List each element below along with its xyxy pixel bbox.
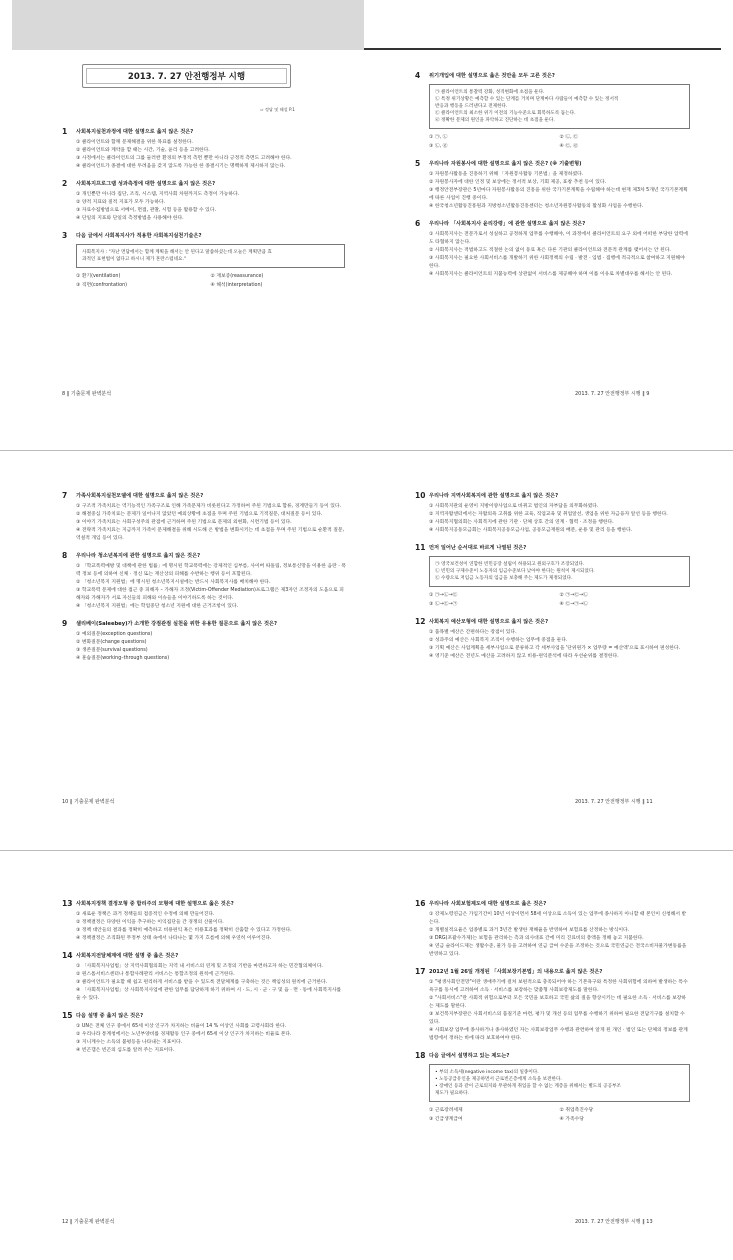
page1-right-column <box>415 72 690 288</box>
answer-option: ② 양적 지표와 질적 지표가 모두 가능하다. <box>76 200 166 205</box>
page-divider <box>0 450 733 451</box>
question-text: 다음 글에서 사회복지사가 적용한 사회복지실천기술은? <box>76 233 202 239</box>
page-spread-3 <box>0 896 733 1260</box>
passage-line: ㉠ 영국보건성이 연합한 빈민공장 설립이 허용되고 원외구호가 조장되었다. <box>435 562 585 567</box>
question-text: 사회복지정책 결정모형 중 합리주의 모형에 대한 설명으로 옳은 것은? <box>76 901 234 907</box>
answer-note: ⇨ 정답 및 해설 P.1 <box>260 107 295 112</box>
answer-option: ④ 전략적 가족치료는 지금까지 가족이 문제해결을 위해 시도해 온 방법을 변화시키는 데 초점을 두며 주된 기법으로 순환적 질문, 역설적 개입 등이 있다. <box>76 528 345 541</box>
question-item <box>62 1012 347 1055</box>
passage-line: • 장애인 등과 같이 근로의지와 무관하게 취업을 할 수 없는 계층을 위해서는 별도의 공공부조 <box>435 1084 621 1089</box>
question-number: 15 <box>62 1011 73 1020</box>
passage-line: ㉡ 특정 위기상황은 예측할 수 있는 단계를 거치며 단계마다 사람들이 예측할 수 있는 정서적 <box>435 97 619 102</box>
question-text: 위기개입에 대한 설명으로 옳은 것만을 모두 고른 것은? <box>429 73 555 79</box>
question-text: 사회복지프로그램 성과측정에 대한 설명으로 옳지 않은 것은? <box>76 181 216 187</box>
footer-left: 10 ‖ 기출문제 완벽분석 <box>62 799 115 805</box>
answer-option: ① 클라이언트와 함께 문제해결을 위한 목표를 설정한다. <box>76 140 193 145</box>
answer-option: ④ 한국청소년활동진흥원과 지방청소년활동진흥센터는 청소년자원봉사활동의 활성화 사업을 수행한다. <box>429 204 644 209</box>
passage-line: ㉣ 정확한 문제의 원인을 파악하고 진단하는 데 초점을 둔다. <box>435 118 555 123</box>
question-item <box>62 900 347 943</box>
passage-line: 제도가 필요하다. <box>435 1091 469 1096</box>
answer-option: ③ 자료수집방법으로 서베이, 면접, 관찰, 시험 등을 활용할 수 있다. <box>76 208 216 213</box>
answer-option: ③ 사회복지협의회는 사회복지에 관한 기관 · 단체 상호 간의 연계 · 협력 · 조정을 행한다. <box>429 520 614 525</box>
answer-options <box>429 591 690 609</box>
answer-option: ③ 보건복지부장관은 사회서비스의 품질기준 마련, 평가 및 개선 등의 업무를 수행하기 위하여 필요한 전담기구를 설치할 수 있다. <box>429 1012 685 1025</box>
answer-option: ③ ㉡, ㉣ <box>429 144 448 149</box>
answer-option: ② 「청소년복지 지원법」에 명시된 청소년복지시설에는 반드시 사회복지사를 배치해야 한다. <box>76 580 271 585</box>
answer-option: ① "평생사회안전망"이란 생애주기에 걸쳐 보편적으로 충족되어야 하는 기본욕구와 특정한 사회위험에 의하여 발생하는 특수욕구를 동시에 고려하여 소득 · 서비스를 보장하는 맞춤형 사회보장제도를 말한다. <box>429 980 688 993</box>
answer-option: ② 취업촉진수당 <box>559 1108 594 1113</box>
question-text: 사회복지실천과정에 대한 설명으로 옳지 않은 것은? <box>76 129 194 135</box>
answer-option: ③ 생존질문(survival questions) <box>76 648 148 653</box>
answer-option: ④ 영기준 예산은 전년도 예산을 고려하지 않고 비용-편익분석에 따라 우선순위를 결정한다. <box>429 654 619 659</box>
question-header <box>62 900 347 908</box>
answer-option: ① 사회복지사는 전문가로서 성실하고 공정하게 업무를 수행해야, 이 과정에서 클라이언트의 요구 외에 어떠한 부당한 압력에도 타협하지 않는다. <box>429 232 688 245</box>
question-item <box>62 128 345 171</box>
answer-option: ④ 연금 슬라이드제는 생활수준, 물가 등을 고려하여 연금 급여 수준을 조정하는 것으로 국민연금은 전국소비자물가변동률을 반영하고 있다. <box>429 944 687 957</box>
question-text: 우리나라 사회보험제도에 대한 설명으로 옳은 것은? <box>429 901 547 907</box>
passage-line: 사회복지사 : "자난 면담에서는 함께 계획을 해서는 안 된다고 말씀하셨는데 오늘은 계획만큼 효 <box>82 250 272 255</box>
question-header <box>62 952 347 960</box>
question-header <box>62 492 347 500</box>
answer-options <box>76 563 347 611</box>
question-number: 9 <box>62 619 68 628</box>
passage-line: • 부의 소득세(negative income tax)의 일종이다. <box>435 1070 539 1075</box>
page3-right-column <box>415 900 690 1133</box>
passage-box <box>429 1064 690 1102</box>
answer-options <box>429 171 690 211</box>
page-spread-1 <box>0 0 733 418</box>
answer-option: ③ 긴급생계급여 <box>429 1117 463 1122</box>
footer-left: 12 ‖ 기출문제 완벽분석 <box>62 1219 115 1225</box>
answer-option: ④ 사회복지공동모금회는 사회복지공동모금사업, 공동모금재원의 배분, 운용 및 관리 등을 행한다. <box>429 528 633 533</box>
question-item <box>415 1052 690 1124</box>
answer-option: ① ㉠→㉡→㉢ <box>429 593 458 598</box>
question-header <box>62 620 347 628</box>
question-text: 샐리베이(Saleebey)가 소개한 강점관점 실천을 위한 유용한 질문으로 옳지 않은 것은? <box>76 621 278 627</box>
question-header <box>415 492 690 500</box>
passage-line: ㉢ 수량으로 저임금 노동자의 임금을 보충해 주는 제도가 제정되었다. <box>435 576 573 581</box>
question-header <box>415 160 690 168</box>
answer-options <box>429 503 690 535</box>
page1-left-column <box>62 128 345 299</box>
answer-option: ④ ㉢→㉠→㉡ <box>559 602 588 607</box>
question-number: 2 <box>62 179 68 188</box>
question-item <box>62 952 347 1003</box>
answer-option: ③ ㉡→㉢→㉠ <box>429 602 458 607</box>
answer-option: ③ 행정안전부장관은 5년마다 자원봉사활동의 진흥을 위한 국가기본계획을 수립해야 하는데 현재 제3차 5개년 국가기본계획에 따른 사업이 진행 중이다. <box>429 188 688 201</box>
answer-option: ② 클라이언트와 계약을 할 때는 시간, 기술, 윤리 등을 고려한다. <box>76 148 210 153</box>
question-item <box>62 552 347 611</box>
question-item <box>415 900 690 959</box>
answer-option: ① 강제노령연금은 가입기간이 10년 이상이면서 58세 이상으로 소득이 있는 업무에 종사하지 아니할 때 본인이 신청해서 받는다. <box>429 912 687 925</box>
answer-options <box>429 911 690 959</box>
page3-left-column <box>62 900 347 1064</box>
answer-option: ① 「사회복지사업법」상 지역사회협의회는 지역 내 서비스의 연계 및 조정의 기반을 마련하고자 하는 민간협의체이다. <box>76 964 323 969</box>
passage-box <box>429 556 690 587</box>
answer-option: ③ 지니계수는 소득의 불평등을 나타내는 지표이다. <box>76 1040 183 1045</box>
question-header <box>415 220 690 228</box>
answer-option: ① 구조적 가족치료는 역기능적인 가족구조로 인해 가족문제가 비롯된다고 가정하여 주된 기법으로 합류, 경계만들기 등이 있다. <box>76 504 342 509</box>
question-text: 우리나라 자원봉사에 대한 설명으로 옳지 않은 것은? (※ 기출변형) <box>429 161 582 167</box>
question-number: 1 <box>62 127 68 136</box>
question-header <box>415 900 690 908</box>
answer-options <box>76 272 345 290</box>
question-header <box>415 544 690 552</box>
answer-option: ① 자원봉사활동을 진흥하기 위해 「자원봉사활동 기본법」을 제정하였다. <box>429 172 584 177</box>
answer-option: ② "사회서비스"란 사회적 위험으로부터 모든 국민을 보호하고 국민 삶의 질을 향상시키는 데 필요한 소득 · 서비스를 보장하는 제도를 말한다. <box>429 996 687 1009</box>
question-item <box>415 160 690 211</box>
page-title: 2013. 7. 27 안전행정부 시행 <box>127 72 246 82</box>
question-item <box>62 492 347 543</box>
answer-option: ① 「학교폭력예방 및 대책에 관한 법률」에 명시된 학교폭력에는 강제적인 심부름, 사이버 따돌림, 정보통신망을 이용한 음란 · 폭력 정보 등에 의하여 신체 · 정신 또는 재산상의 피해를 수반하는 행위 등이 포함된다. <box>76 564 346 577</box>
answer-option: ① UN은 전체 인구 중에서 65세 이상 인구가 차지하는 비율이 14 % 이상인 사회를 고령사회라 한다. <box>76 1024 287 1029</box>
passage-box <box>429 84 690 129</box>
answer-option: ③ DRG(포괄수가제)는 보험을 관리하는 측과 의사대표 간에 미리 진료비의 총액을 정해 놓고 지불한다. <box>429 936 644 941</box>
answer-option: ② 정책결정은 다양한 이익을 추구하는 이익집단들 간 경쟁의 산물이다. <box>76 920 224 925</box>
answer-option: ② 해결중심 가족치료는 문제가 일어나지 않았던 예외상황에 초점을 두며 주된 기법으로 기적질문, 대처질문 등이 있다. <box>76 512 323 517</box>
answer-option: ① 개인뿐만 아니라 집단, 조직, 시스템, 지역사회 차원까지도 측정이 가능하다. <box>76 192 240 197</box>
answer-option: ① 예외질문(exception questions) <box>76 632 153 637</box>
passage-line: 반응과 행동을 드러낸다고 전제한다. <box>435 104 508 109</box>
question-header <box>415 72 690 80</box>
answer-option: ② ㉡, ㉢ <box>559 135 578 140</box>
answer-option: ② 사회복지사는 적법하고도 적절한 논의 없이 동료 혹은 다른 기관의 클라이언트와 전문적 관계를 맺어서는 안 된다. <box>429 248 671 253</box>
header-rule <box>364 48 721 50</box>
question-header <box>415 618 690 626</box>
question-item <box>415 72 690 151</box>
question-header <box>415 968 690 976</box>
answer-options <box>429 1106 690 1124</box>
answer-option: ④ 「사회복지사업법」상 사회복지사업에 관한 업무를 담당하게 하기 위하여 시 · 도, 시 · 군 · 구 및 읍 · 면 · 동에 사회복지사를 둘 수 있다. <box>76 988 342 1001</box>
question-header <box>62 552 347 560</box>
answer-option: ② 재보증(reassurance) <box>210 274 264 279</box>
question-text: 가족사회복지실천모델에 대한 설명으로 옳지 않은 것은? <box>76 493 204 499</box>
question-number: 14 <box>62 951 73 960</box>
question-item <box>415 492 690 535</box>
answer-option: ④ 사회보장 업무에 종사하거나 종사하였던 자는 사회보장업무 수행과 관련하여 알게 된 개인 · 법인 또는 단체의 정보를 관계 법령에서 정하는 바에 따라 보호하여야 한다. <box>429 1028 688 1041</box>
page2-left-column <box>62 492 347 672</box>
answer-option: ④ 「청소년복지 지원법」에는 학업중단 청소년 지원에 대한 근거조항이 있다. <box>76 604 238 609</box>
question-header <box>62 180 345 188</box>
answer-option: ① 사회복지관의 운영이 지방이양사업으로 바뀌고 법인의 자부담을 의무화하였다. <box>429 504 599 509</box>
question-text: 먼저 일어난 순서대로 바르게 나열된 것은? <box>429 545 527 551</box>
footer-left: 8 ‖ 기출문제 완벽분석 <box>62 391 112 397</box>
question-item <box>62 620 347 663</box>
question-number: 4 <box>415 71 421 80</box>
answer-option: ② 자원봉사자에 대한 인정 및 보상에는 정서적 보상, 기회 제공, 표창 추천 등이 있다. <box>429 180 606 185</box>
question-text: 우리나라 지역사회복지에 관한 설명으로 옳지 않은 것은? <box>429 493 559 499</box>
question-number: 5 <box>415 159 421 168</box>
answer-options <box>76 503 347 543</box>
question-number: 13 <box>62 899 73 908</box>
question-number: 16 <box>415 899 426 908</box>
footer-right: 2013. 7. 27 안전행정부 시행 ‖ 11 <box>575 799 653 805</box>
footer-right: 2013. 7. 27 안전행정부 시행 ‖ 13 <box>575 1219 653 1225</box>
answer-option: ② 변화질문(change questions) <box>76 640 147 645</box>
answer-option: ④ 해석(interpretation) <box>210 283 263 288</box>
question-header <box>415 1052 690 1060</box>
question-number: 17 <box>415 967 426 976</box>
answer-options <box>76 1023 347 1055</box>
answer-options <box>429 629 690 661</box>
answer-option: ④ ㉢, ㉣ <box>559 144 578 149</box>
answer-option: ② 성과주의 예산은 사회복지 조직이 수행하는 업무에 중점을 둔다. <box>429 638 568 643</box>
question-number: 11 <box>415 543 426 552</box>
question-header <box>62 128 345 136</box>
question-text: 다음 설명 중 옳지 않은 것은? <box>76 1013 144 1019</box>
answer-option: ④ 클라이언트가 종결에 대한 두려움을 갖지 않도록 가능한 한 종결시기는 명백하게 제시하지 않는다. <box>76 164 286 169</box>
question-text: 사회복지 예산모형에 대한 설명으로 옳지 않은 것은? <box>429 619 549 625</box>
question-text: 2012년 1월 26일 개정된 「사회보장기본법」의 내용으로 옳지 않은 것은? <box>429 969 603 975</box>
question-number: 6 <box>415 219 421 228</box>
passage-box <box>76 244 345 268</box>
question-item <box>415 544 690 609</box>
question-number: 10 <box>415 491 426 500</box>
question-number: 8 <box>62 551 68 560</box>
answer-option: ④ 가족수당 <box>559 1117 584 1122</box>
answer-options <box>429 133 690 151</box>
answer-option: ③ 사정에서는 클라이언트의 그를 둘러싼 환경의 부정적 측면 뿐만 아니라 긍정적 측면도 고려해야 한다. <box>76 156 292 161</box>
answer-option: ③ 클라이언트가 필요할 때 쉽고 편리하게 서비스를 받을 수 있도록 전달체계를 구축하는 것은 책임성의 원칙에 근거한다. <box>76 980 328 985</box>
question-item <box>415 968 690 1043</box>
question-number: 18 <box>415 1051 426 1060</box>
passage-line: ㉠ 클라이언트의 통찰력 강화, 성격변화에 초점을 둔다. <box>435 90 545 95</box>
page-spread-2 <box>0 488 733 818</box>
page2-right-column <box>415 492 690 670</box>
question-text: 우리나라 「사회복지사 윤리강령」에 관한 설명으로 옳지 않은 것은? <box>429 221 586 227</box>
page-divider <box>0 850 733 851</box>
answer-option: ③ 이야기 가족치료는 사회구성주의 관점에 근거하며 주된 기법으로 문제의 외현화, 시련기법 등이 있다. <box>76 520 292 525</box>
question-number: 12 <box>415 617 426 626</box>
answer-option: ① 환기(ventilation) <box>76 274 121 279</box>
question-text: 사회복지전달체계에 대한 설명 중 옳은 것은? <box>76 953 179 959</box>
passage-line: • 노동공급유인을 제공하면서 근로빈곤층에게 소득을 보전한다. <box>435 1077 562 1082</box>
answer-option: ④ 훈습질문(working–through questions) <box>76 656 170 661</box>
answer-options <box>429 231 690 279</box>
question-item <box>62 180 345 223</box>
title-box <box>82 64 291 88</box>
answer-options <box>76 963 347 1003</box>
answer-options <box>429 979 690 1043</box>
answer-option: ② 우리나라 통계청에서는 노년부양비를 경제활동 인구 중에서 65세 이상 인구가 차지하는 비율로 본다. <box>76 1032 292 1037</box>
answer-options <box>76 911 347 943</box>
answer-option: ① 근로장려세제 <box>429 1108 463 1113</box>
answer-option: ① ㉠, ㉡ <box>429 135 448 140</box>
question-text: 우리나라 청소년복지에 관한 설명으로 옳지 않은 것은? <box>76 553 201 559</box>
passage-line: 과적인 표현법이 없다고 하시니 제가 혼란스럽네요." <box>82 257 187 262</box>
question-header <box>62 232 345 240</box>
answer-option: ④ 정책결정은 조직화된 무정부 상태 속에서 나타나는 몇 가지 흐름에 의해 우연히 이루어진다. <box>76 936 272 941</box>
passage-line: ㉡ 빈민의 구제수준이 노동자의 임금수준보다 낮아야 한다는 원칙이 제시되었다. <box>435 569 595 574</box>
answer-option: ② 원스톱서비스센터나 통합사례관리 서비스는 통합조정의 원칙에 근거한다. <box>76 972 235 977</box>
answer-option: ① 새로운 정책은 과거 정책들의 점증적인 수정에 의해 만들어진다. <box>76 912 215 917</box>
answer-option: ③ 기획 예산은 사업계획을 세부사업으로 분류하고 각 세부사업을 '단위원가 × 업무량 = 예산액'으로 표시하여 편성한다. <box>429 646 681 651</box>
answer-options <box>76 631 347 663</box>
answer-option: ④ 단일의 지표와 단일의 측정방법을 사용해야 한다. <box>76 216 184 221</box>
answer-options <box>76 139 345 171</box>
answer-option: ③ 사회복지사는 필요한 사회서비스를 개발하기 위한 사회정책의 수립 · 발전 · 입법 · 집행에 적극적으로 참여하고 지원해야 한다. <box>429 256 685 269</box>
question-number: 7 <box>62 491 68 500</box>
answer-option: ④ 빈곤갭은 빈곤의 심도를 알려 주는 지표이다. <box>76 1048 175 1053</box>
footer-right: 2013. 7. 27 안전행정부 시행 ‖ 9 <box>575 391 650 397</box>
question-item <box>415 618 690 661</box>
answer-options <box>76 191 345 223</box>
question-item <box>62 232 345 290</box>
passage-line: ㉢ 클라이언트의 최소한 위기 이전의 기능수준으로 회복하도록 돕는다. <box>435 111 576 116</box>
answer-option: ③ 직면(confrontation) <box>76 283 127 288</box>
answer-option: ② ㉠→㉢→㉡ <box>559 593 588 598</box>
question-item <box>415 220 690 279</box>
answer-option: ③ 정책 대안들의 결과를 정확히 예측하고 비용편익 혹은 비용효과를 정확히 산출할 수 있다고 가정한다. <box>76 928 292 933</box>
answer-option: ① 품목별 예산은 간편하다는 장점이 있다. <box>429 630 517 635</box>
question-header <box>62 1012 347 1020</box>
header-gray-block <box>12 0 364 50</box>
answer-option: ② 개별실적요율은 업종별로 과거 3년간 발생한 재해율을 반영하여 보험료를 산정하는 방식이다. <box>429 928 630 933</box>
answer-option: ③ 학교폭력 문제에 대한 접근 중 피해자 – 가해자 조정(Victim-Offender Mediation)프로그램은 제3자인 조정자의 도움으로 피해자와 가해자가 서로 자신들의 피해와 이슈들을 이야기하도록 하는 것이다. <box>76 588 344 601</box>
question-text: 다음 글에서 설명하고 있는 제도는? <box>429 1053 510 1059</box>
answer-option: ② 지역자활센터에서는 자활의욕 고취를 위한 교육, 직업교육 및 취업알선, 생업을 위한 자금융자 알선 등을 행한다. <box>429 512 668 517</box>
question-number: 3 <box>62 231 68 240</box>
answer-option: ④ 사회복지사는 클라이언트의 지불능력에 상관없이 서비스를 제공해야 하며 이를 이유로 차별대우를 해서는 안 된다. <box>429 272 673 277</box>
